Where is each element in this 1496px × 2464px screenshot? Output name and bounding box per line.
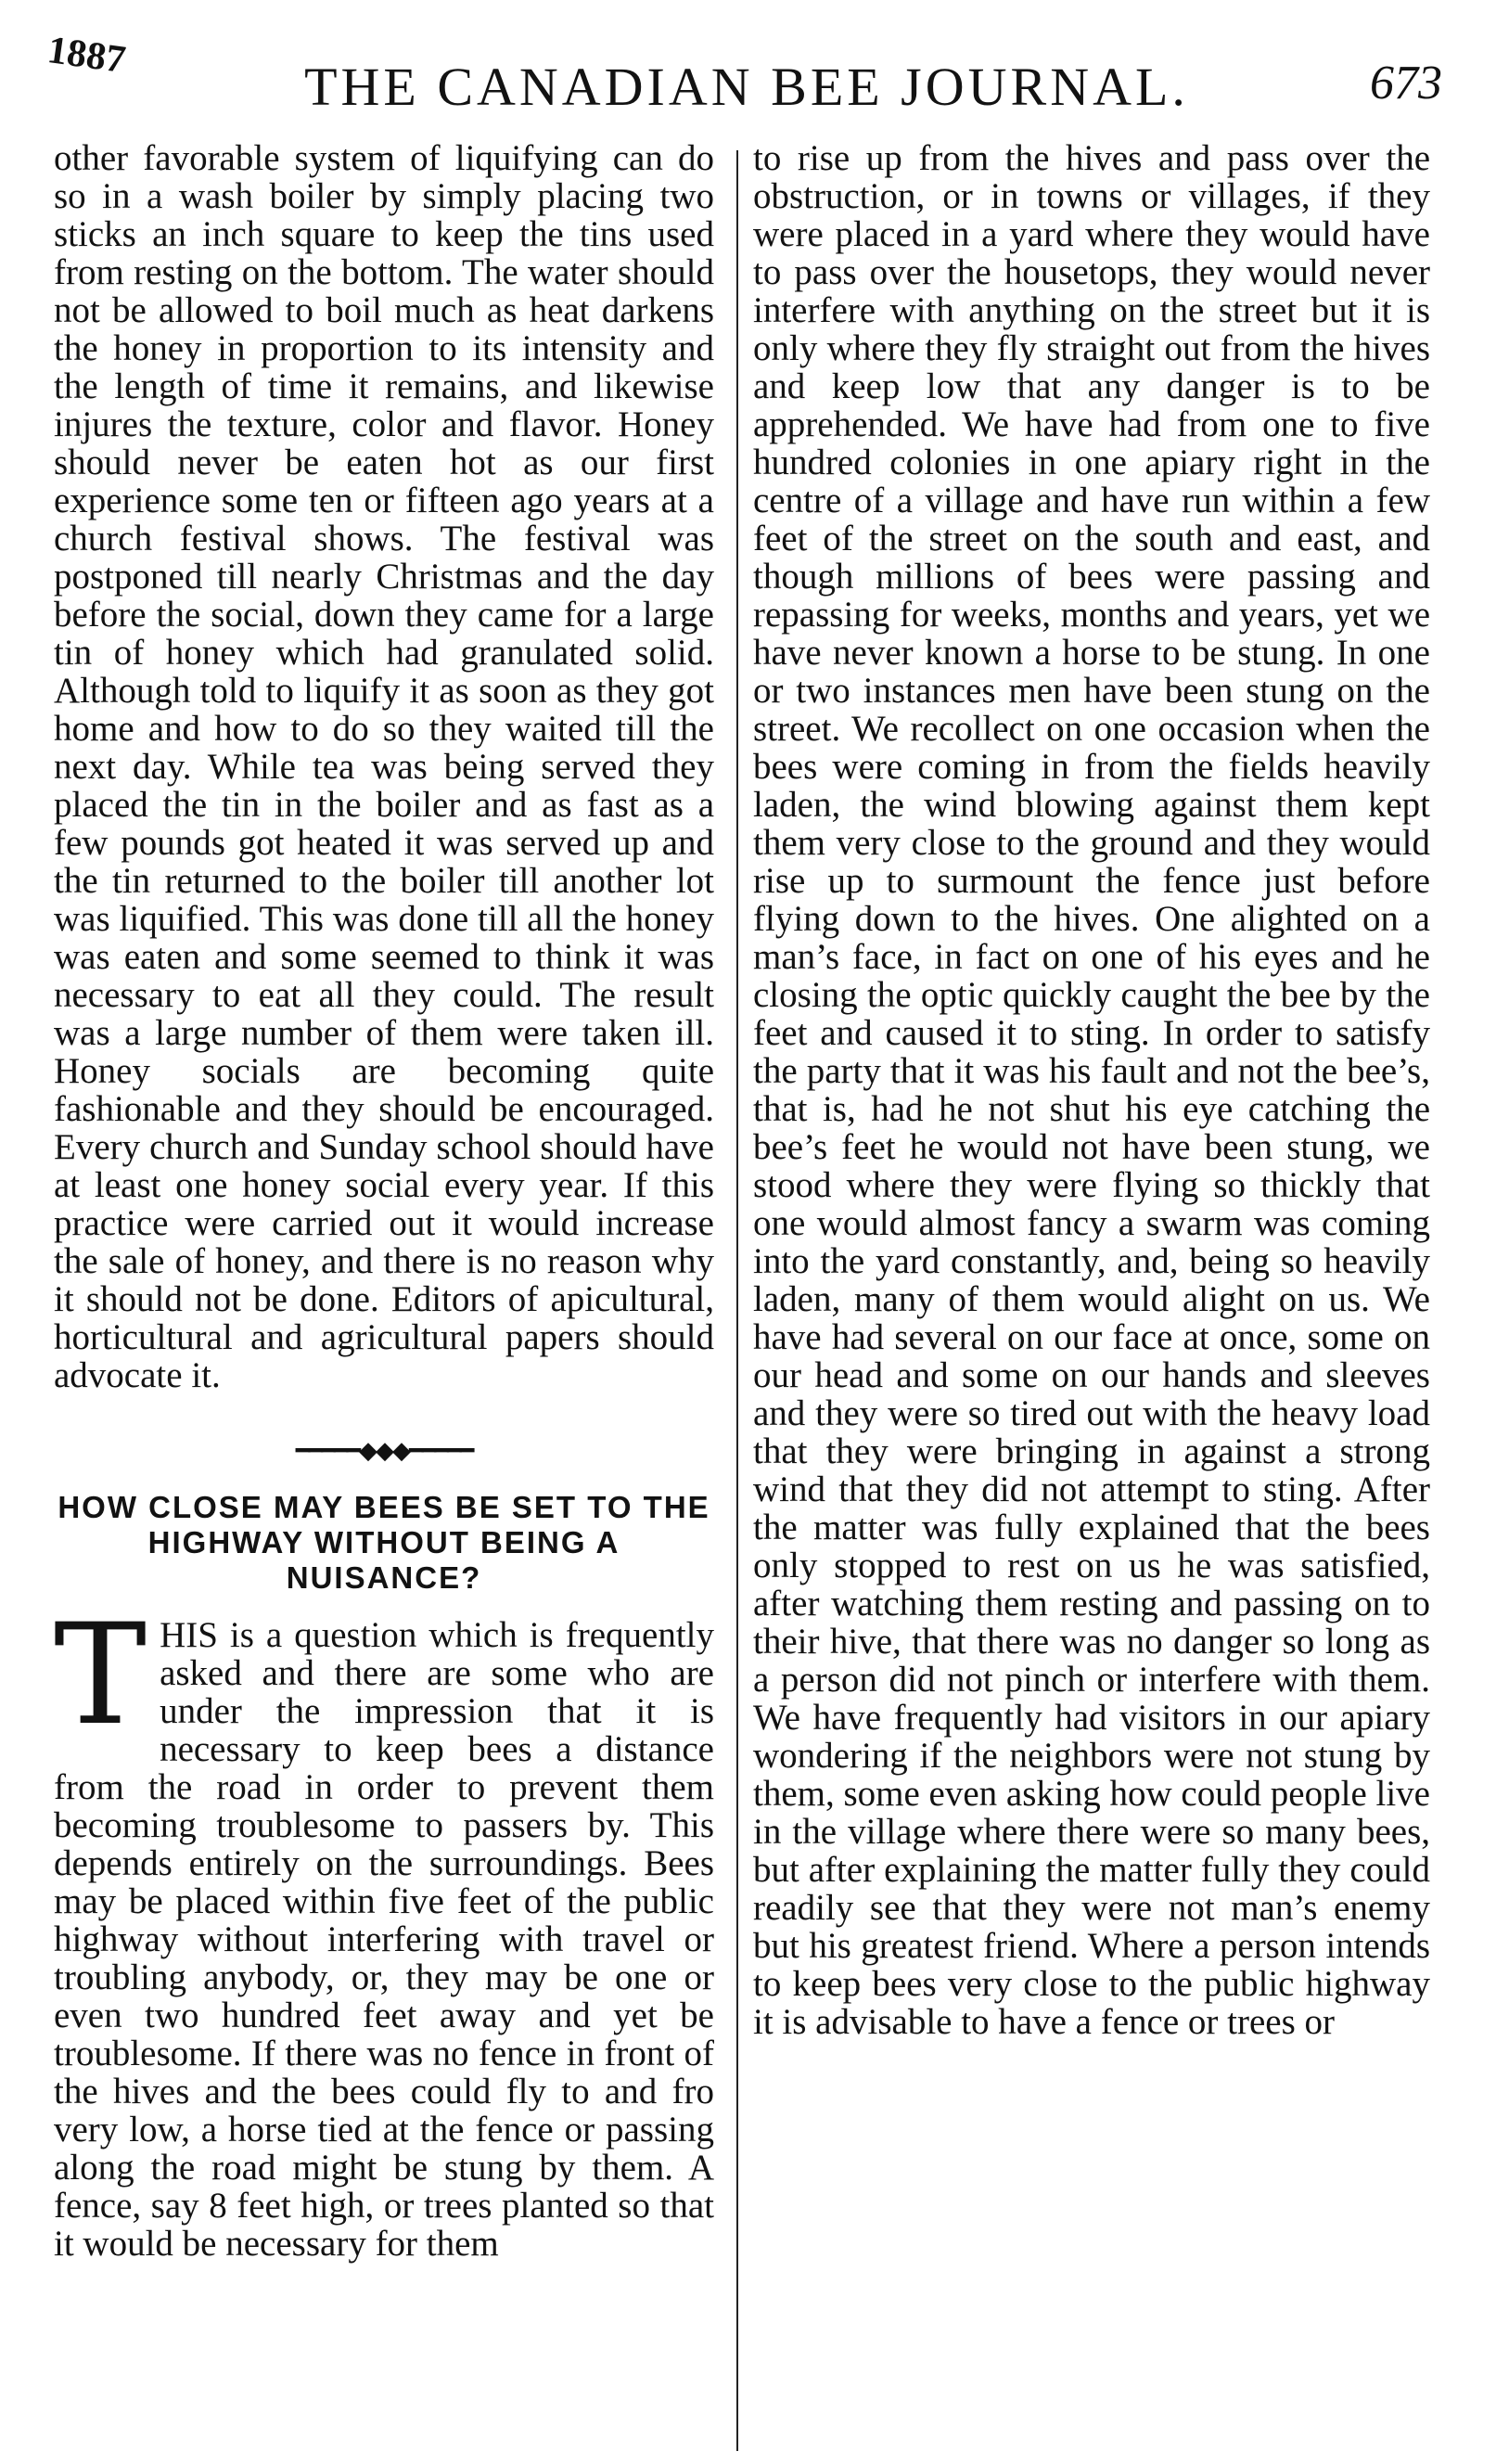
article-heading: HOW CLOSE MAY BEES BE SET TO THE HIGHWAY WITHOUT BEING A NUISANCE?: [58, 1490, 710, 1595]
page-number: 673: [1370, 57, 1442, 109]
section-ornament: ━━━━━◆◆◆━━━━━: [295, 1437, 473, 1464]
right-column: [753, 139, 1430, 2041]
journal-title: THE CANADIAN BEE JOURNAL.: [304, 57, 1189, 117]
page-header: [45, 28, 1442, 117]
article-paragraph-text: HIS is a question which is frequently asked and there are some who are under the impression that it is necessary to keep bees a distance from the road in order to prevent them becoming troublesome to passers by. This depends entirely on the surroundings. Bees may be placed within five feet of the public highway without interfering with travel or troubling anybody, or, they may be one or even two hundred feet away and yet be troublesome. If there was no fence in front of the hives and the bees could fly to and fro very low, a horse tied at the fence or passing along the road might be stung by them. A fence, say 8 feet high, or trees planted so that it would be necessary for them: [54, 1615, 714, 2264]
article-paragraph: [54, 1595, 714, 2264]
drop-cap: T: [54, 1595, 147, 1756]
column-divider: [736, 150, 738, 2451]
article-paragraph: to rise up from the hives and pass over the obstruction, or in towns or villages, if they were placed in a yard where they would have to pass over the housetops, they would never interfere with anything on the street but it is only where they fly straight out from the hives and keep low that any danger is to be apprehended. We have had from one to five hundred colonies in one apiary right in the centre of a village and have run within a few feet of the street on the south and east, and though millions of bees were passing and repassing for weeks, months and years, yet we have never known a horse to be stung. In one or two instances men have been stung on the street. We recollect on one occasion when the bees were coming in from the fields heavily laden, the wind blowing against them kept them very close to the ground and they would rise up to surmount the fence just before flying down to the hives. One alighted on a man’s face, in fact on one of his eyes and he closing the optic quickly caught the bee by the feet and caused it to sting. In order to satisfy the party that it was his fault and not the bee’s, that is, had he not shut his eye catching the bee’s feet he would not have been stung, we stood where they were flying so thickly that one would almost fancy a swarm was coming into the yard constantly, and, being so heavily laden, many of them would alight on us. We have had several on our face at once, some on our head and some on our hands and sleeves and they were so tired out with the heavy load that they were bringing in against a strong wind that they did not attempt to sting. After the matter was fully explained that the bees only stopped to rest on us he was satisfied, after watching them resting and passing on to their hive, that there was no danger so long as a person did not pinch or interfere with them. We have frequently had visitors in our apiary wondering if the neighbors were not stung by them, some even asking how could people live in the village where there were so many bees, but after explaining the matter fully they could readily see that they were not man’s enemy but his greatest friend. Where a person intends to keep bees very close to the public highway it is advisable to have a fence or trees or: [753, 138, 1430, 2042]
page-year: 1887: [45, 28, 129, 83]
article-paragraph: other favorable system of liquifying can do so in a wash boiler by simply placing two sticks an inch square to keep the tins used from resting on the bottom. The water should not be allowed to boil much as heat darkens the honey in proportion to its intensity and the length of time it remains, and likewise injures the texture, color and flavor. Honey should never be eaten hot as our first experience some ten or fifteen ago years at a church festival shows. The festival was postponed till nearly Christmas and the day before the social, down they came for a large tin of honey which had granulated solid. Although told to liquify it as soon as they got home and how to do so they waited till the next day. While tea was being served they placed the tin in the boiler and as fast as a few pounds got heated it was served up and the tin returned to the boiler till another lot was liquified. This was done till all the honey was eaten and some seemed to think it was necessary to eat all they could. The result was a large number of them were taken ill. Honey socials are becoming quite fashionable and they should be encouraged. Every church and Sunday school should have at least one honey social every year. If this practice were carried out it would increase the sale of honey, and there is no reason why it should not be done. Editors of apicultural, horticultural and agricultural papers should advocate it.: [54, 138, 714, 1395]
left-column: [54, 139, 714, 2263]
